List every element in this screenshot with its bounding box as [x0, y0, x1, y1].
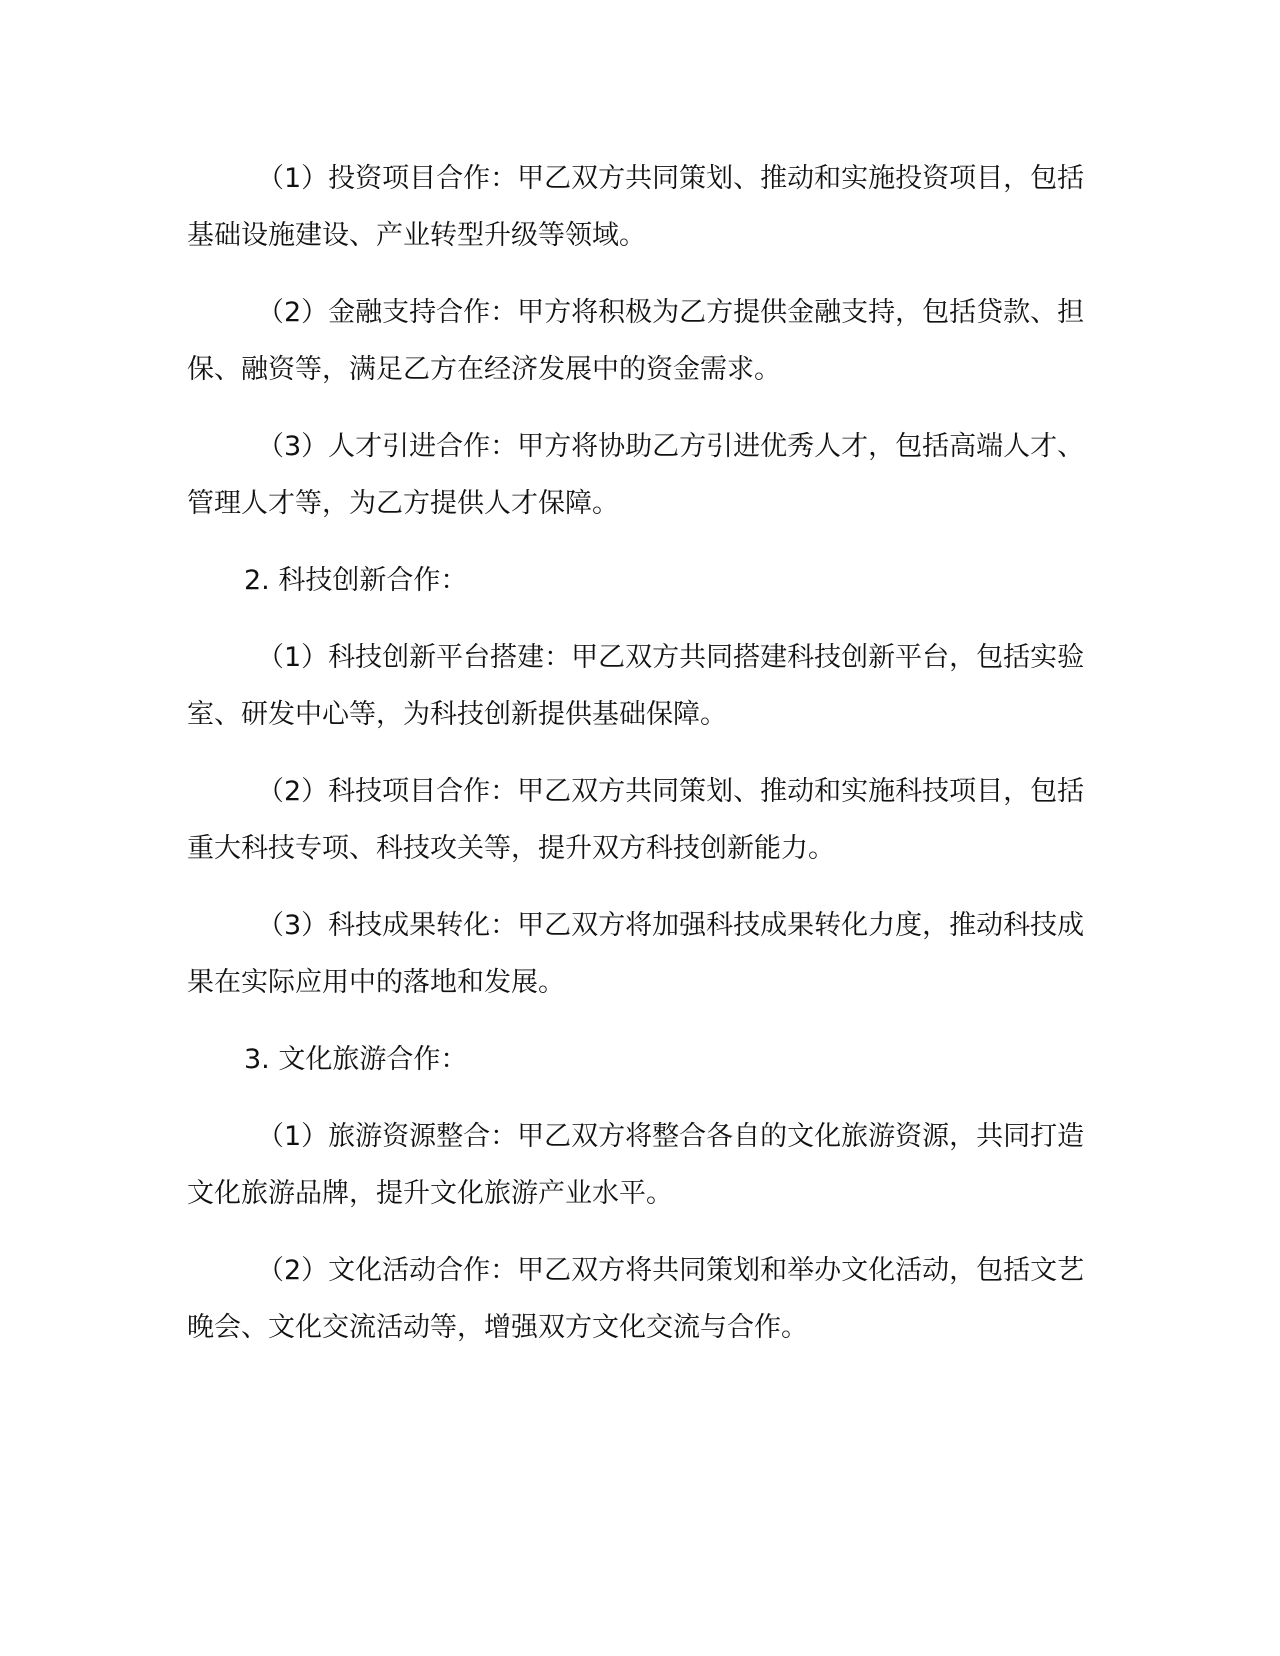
paragraph-cultural-activities: （2）文化活动合作：甲乙双方将共同策划和举办文化活动，包括文艺晚会、文化交流活动等，增强双方文化交流与合作。: [187, 1255, 1085, 1343]
paragraph-talent-introduction: （3）人才引进合作：甲方将协助乙方引进优秀人才，包括高端人才、管理人才等，为乙方提供人才保障。: [187, 431, 1085, 519]
paragraph-investment-cooperation: （1）投资项目合作：甲乙双方共同策划、推动和实施投资项目，包括基础设施建设、产业转型升级等领域。: [187, 163, 1085, 251]
section-heading-tech-innovation: 2. 科技创新合作：: [244, 565, 468, 596]
section-heading-culture-tourism: 3. 文化旅游合作：: [244, 1044, 468, 1075]
paragraph-innovation-platform: （1）科技创新平台搭建：甲乙双方共同搭建科技创新平台，包括实验室、研发中心等，为科技创新提供基础保障。: [187, 642, 1085, 730]
paragraph-tech-projects: （2）科技项目合作：甲乙双方共同策划、推动和实施科技项目，包括重大科技专项、科技攻关等，提升双方科技创新能力。: [187, 776, 1085, 864]
paragraph-tech-transfer: （3）科技成果转化：甲乙双方将加强科技成果转化力度，推动科技成果在实际应用中的落地和发展。: [187, 910, 1085, 998]
document-body: [187, 150, 1087, 1376]
paragraph-tourism-resources: （1）旅游资源整合：甲乙双方将整合各自的文化旅游资源，共同打造文化旅游品牌，提升文化旅游产业水平。: [187, 1121, 1085, 1209]
paragraph-financial-support: （2）金融支持合作：甲方将积极为乙方提供金融支持，包括贷款、担保、融资等，满足乙方在经济发展中的资金需求。: [187, 297, 1085, 385]
